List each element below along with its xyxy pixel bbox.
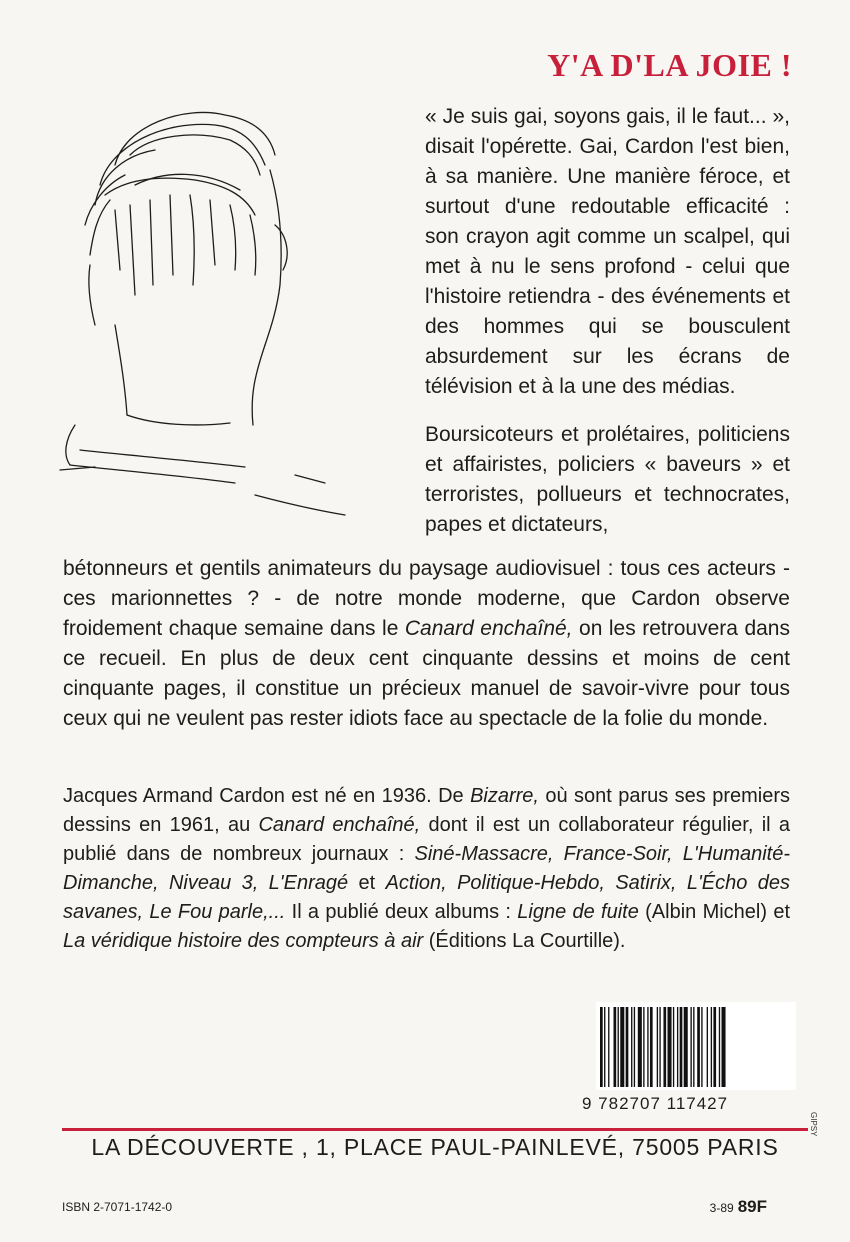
barcode-bar <box>673 1007 674 1087</box>
publisher-address: LA DÉCOUVERTE , 1, PLACE PAUL-PAINLEVÉ, 75005 PARIS <box>91 1134 779 1160</box>
barcode-bar <box>604 1007 605 1087</box>
barcode-bar <box>701 1007 702 1087</box>
barcode-bar <box>719 1007 720 1087</box>
barcode-bar <box>684 1007 688 1087</box>
barcode-bar <box>693 1007 694 1087</box>
barcode-bar <box>614 1007 617 1087</box>
barcode-bar <box>713 1007 716 1087</box>
barcode-bar <box>680 1007 683 1087</box>
barcode-bar <box>657 1007 658 1087</box>
barcode-bar <box>634 1007 635 1087</box>
full-width-text <box>63 554 790 734</box>
barcode-bar <box>643 1007 644 1087</box>
price-block <box>710 1197 767 1217</box>
barcode-bar <box>618 1007 619 1087</box>
intro-paragraph: « Je suis gai, soyons gais, il le faut... », disait l'opérette. Gai, Cardon l'est bien, à sa manière. Une manière féroce, et surtout d'une redoutable efficacité : son crayon agit comme un scalpel, qui met à nu le sens profond - celui que l'histoire retiendra - des événements et des hommes qui se bousculent absurdement sur les écrans de télévision et à la une des médias. <box>425 105 790 398</box>
printer-code: GIPSY <box>809 1112 818 1137</box>
barcode-bar <box>647 1007 648 1087</box>
catalog-code: 3-89 <box>709 1201 734 1215</box>
barcode-bar <box>711 1007 712 1087</box>
barcode-bar <box>677 1007 678 1087</box>
barcode-bar <box>638 1007 642 1087</box>
second-paragraph-start: Boursicoteurs et prolétaires, politiciens et affairistes, policiers « baveurs » et terroristes, pollueurs et technocrates, papes et dictateurs, <box>425 423 790 536</box>
author-bio <box>63 782 790 956</box>
barcode-bar <box>620 1007 624 1087</box>
barcode-bar <box>626 1007 629 1087</box>
barcode-bar <box>659 1007 660 1087</box>
barcode-bar <box>600 1007 603 1087</box>
barcode-bar <box>663 1007 666 1087</box>
barcode-bar <box>707 1007 708 1087</box>
barcode-bar <box>697 1007 700 1087</box>
isbn: ISBN 2-7071-1742-0 <box>62 1200 173 1214</box>
journal-name: Canard enchaîné, <box>404 617 573 640</box>
portrait-sketch <box>55 95 395 535</box>
divider-rule <box>62 1128 808 1131</box>
book-title: Y'A D'LA JOIE ! <box>547 47 792 83</box>
second-paragraph-continued: bétonneurs et gentils animateurs du paysage audiovisuel : tous ces acteurs - ces marionnettes ? - de notre monde moderne, que Cardon observe froidement chaque semaine dans le Canard enchaîné, on les retrouvera dans ce recueil. En plus de deux cent cinquante dessins et moins de cent cinquante pages, il constitue un précieux manuel de savoir-vivre pour tous ceux qui ne veulent pas rester idiots face au spectacle de la folie du monde. <box>63 557 790 730</box>
barcode-number: 9 782707 117427 <box>582 1094 729 1113</box>
column-text <box>425 102 790 558</box>
bio-paragraph: Jacques Armand Cardon est né en 1936. De Bizarre, où sont parus ses premiers dessins en 1961, au Canard enchaîné, dont il est un collaborateur régulier, il a publié dans de nombreux journaux : Siné-Massacre, France-Soir, L'Humanité-Dimanche, Niveau 3, L'Enragé et Action, Politique-Hebdo, Satirix, L'Écho des savanes, Le Fou parle,... Il a publié deux albums : Ligne de fuite (Albin Michel) et La véridique histoire des compteurs à air (Éditions La Courtille). <box>63 785 791 952</box>
barcode-bar <box>650 1007 653 1087</box>
barcode-bar <box>608 1007 609 1087</box>
barcode-bar <box>690 1007 691 1087</box>
price: 89F <box>737 1197 767 1216</box>
barcode-bar <box>668 1007 672 1087</box>
barcode-bar <box>631 1007 632 1087</box>
barcode-bar <box>722 1007 726 1087</box>
